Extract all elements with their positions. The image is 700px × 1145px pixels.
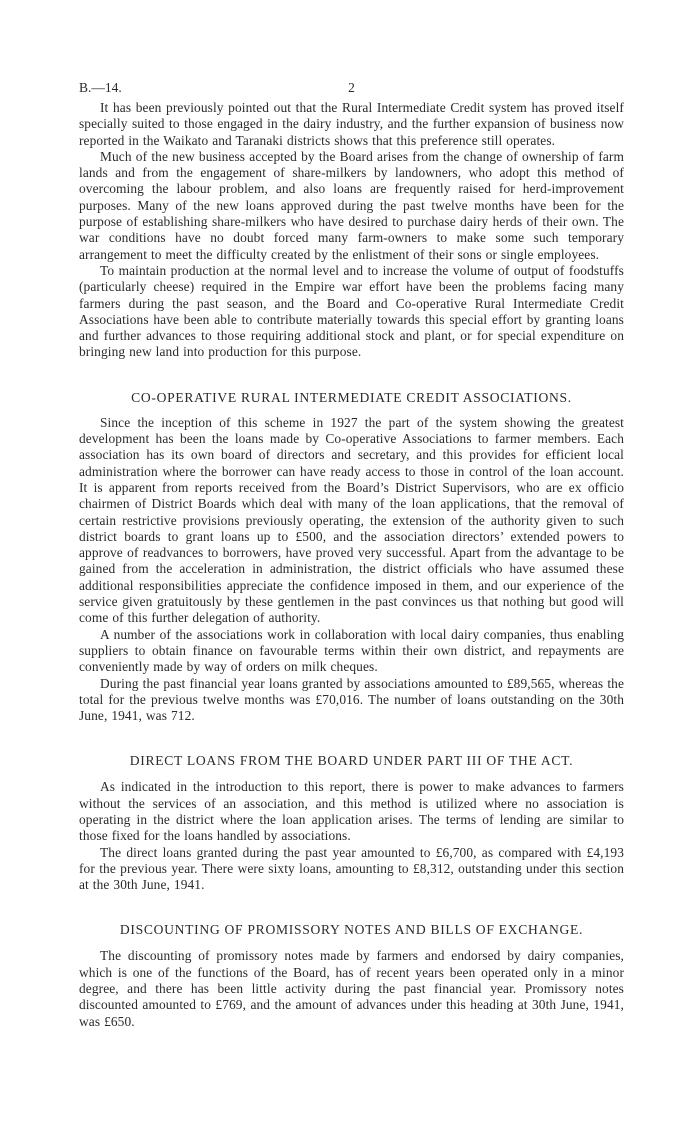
- section-heading-associations: CO-OPERATIVE RURAL INTERMEDIATE CREDIT ASSOCIATIONS.: [131, 389, 572, 405]
- paragraph-associations-2: A number of the associations work in collaboration with local dairy companies, thus enabling suppliers to obtain finance on favourable terms within their own district, and repayments are conveniently made by way of orders on milk cheques.: [79, 626, 624, 675]
- section-heading-discounting: DISCOUNTING OF PROMISSORY NOTES AND BILLS OF EXCHANGE.: [119, 922, 584, 938]
- document-reference: B.—14.: [79, 80, 122, 95]
- page-number: 2: [348, 80, 355, 95]
- document-body: [79, 100, 624, 1030]
- paragraph-associations-3: During the past financial year loans granted by associations amounted to £89,565, whereas the total for the previous twelve months was £70,016. The number of loans outstanding on the 30th June, 1941, was 712.: [79, 675, 624, 724]
- paragraph-associations-1: Since the inception of this scheme in 1927 the part of the system showing the greatest development has been the loans made by Co-operative Associations to farmer members. Each association has its own board of directors and secretary, and this provides for efficient local administration where the borrower can have ready access to those in control of the loan account. It is apparent from reports received from the Board’s District Supervisors, who are ex officio chairmen of District Boards which deal with many of the loan applications, that the removal of certain restrictive provisions previously operating, the extension of the authority given to such district boards to grant loans up to £500, and the association directors’ extended powers to approve of readvances to borrowers, have proved very successful. Apart from the advantage to be gained from the acceleration in administration, the district officials who have assumed these additional responsibilities appreciate the confidence imposed in them, and our experience of the service given gratuitously by these gentlemen in the past convinces us that nothing but good will come of this further delegation of authority.: [79, 414, 624, 626]
- paragraph-intro-1: It has been previously pointed out that the Rural Intermediate Credit system has proved itself specially suited to those engaged in the dairy industry, and the further expansion of business now reported in the Waikato and Taranaki districts shows that this preference still operates.: [79, 100, 624, 148]
- paragraph-direct-loans-1: As indicated in the introduction to this report, there is power to make advances to farmers without the services of an association, and this method is utilized where no association is operating in the district where the loan application arises. The terms of lending are similar to those fixed for the loans handled by associations.: [79, 779, 624, 844]
- paragraph-intro-2: Much of the new business accepted by the Board arises from the change of ownership of farm lands and from the engagement of share-milkers by landowners, who adopt this method of overcoming the labour problem, and also loans are frequently raised for herd-improvement purposes. Many of the new loans approved during the past twelve months have been for the purpose of establishing share-milkers who have desired to purchase dairy herds of their own. The war conditions have no doubt forced many farm-owners to make some such temporary arrangement to meet the difficulty created by the enlistment of their sons or single employees.: [79, 148, 624, 262]
- paragraph-direct-loans-2: The direct loans granted during the past year amounted to £6,700, as compared with £4,193 for the previous year. There were sixty loans, amounting to £8,312, outstanding under this section at the 30th June, 1941.: [79, 844, 624, 893]
- paragraph-discounting-1: The discounting of promissory notes made by farmers and endorsed by dairy companies, which is one of the functions of the Board, has of recent years been operated only in a minor degree, and there has been little activity during the past financial year. Promissory notes discounted amounted to £769, and the amount of advances under this heading at 30th June, 1941, was £650.: [79, 948, 624, 1029]
- paragraph-intro-3: To maintain production at the normal level and to increase the volume of output of foodstuffs (particularly cheese) required in the Empire war effort have been the problems facing many farmers during the past season, and the Board and Co-operative Rural Intermediate Credit Associations have been able to contribute materially towards this special effort by granting loans and further advances to those requiring additional stock and plant, or for special expenditure on bringing new land into production for this purpose.: [79, 262, 624, 360]
- section-heading-direct-loans: DIRECT LOANS FROM THE BOARD UNDER PART III OF THE ACT.: [129, 753, 574, 769]
- running-header: [79, 80, 624, 100]
